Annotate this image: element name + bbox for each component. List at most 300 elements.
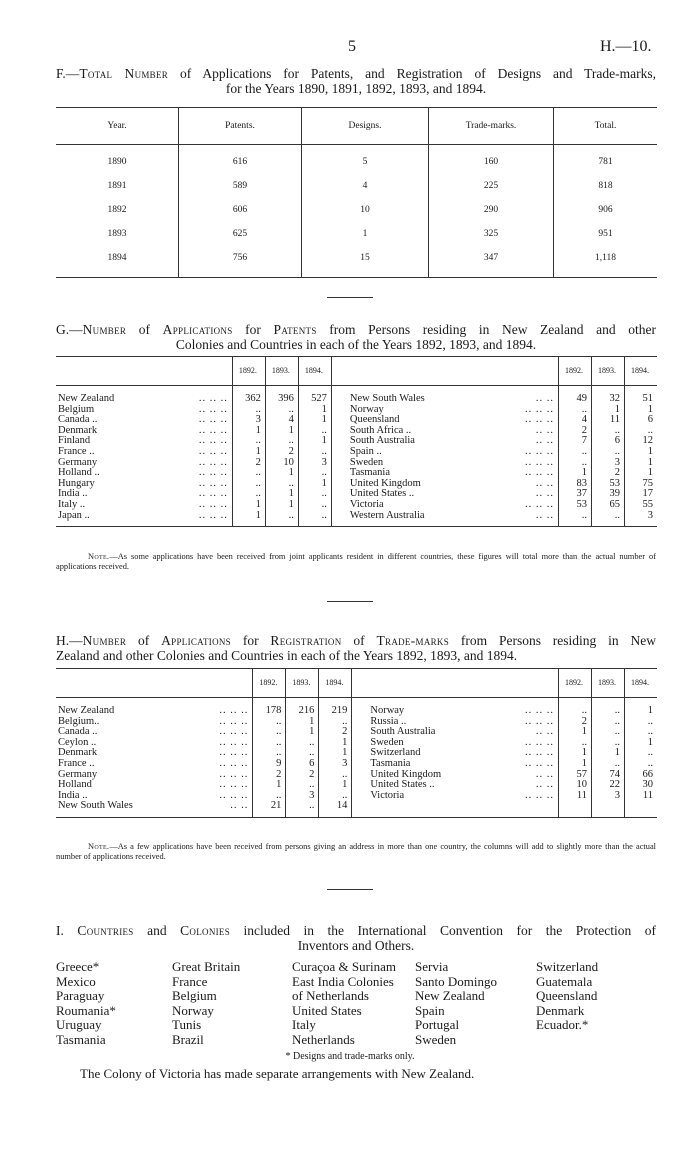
leader-dots: .. .. .. xyxy=(198,498,228,510)
country-name: United States .. xyxy=(370,779,435,791)
table-cell: 290 xyxy=(429,198,554,222)
country-name: Denmark xyxy=(58,424,98,436)
count-cell: .. xyxy=(232,436,265,447)
country-name: Sweden xyxy=(415,1031,457,1047)
country-name: South Australia xyxy=(370,726,436,738)
spacer-cell xyxy=(559,521,592,527)
count-cell: .. xyxy=(298,468,331,479)
country-name: Mexico xyxy=(56,973,96,989)
leader-dots: .. .. .. xyxy=(525,414,554,426)
country-name: Victoria xyxy=(349,498,384,510)
table-row xyxy=(56,791,657,802)
count-cell: 1 xyxy=(319,780,352,791)
count-cell: 2 xyxy=(265,447,298,458)
leader-dots: .. .. .. xyxy=(198,456,228,468)
column-gap xyxy=(352,748,369,759)
spacer-row xyxy=(56,698,657,707)
leader-dots: .. .. .. xyxy=(525,498,554,510)
spacer-row xyxy=(56,521,657,527)
table-row xyxy=(56,706,657,717)
count-cell: .. xyxy=(319,717,352,728)
table-cell: 1894 xyxy=(107,253,127,263)
table-row xyxy=(56,748,657,759)
country-name: Roumania* xyxy=(56,1002,116,1018)
header-blank xyxy=(348,357,493,386)
table-cell: 756 xyxy=(179,246,302,278)
leader-dots: .. .. .. xyxy=(525,789,554,801)
country-name: Guatemala xyxy=(536,973,593,989)
table-cell: 1892 xyxy=(107,205,127,215)
column-gap xyxy=(331,447,348,458)
country-name: Germany xyxy=(58,456,98,468)
spacer-cell xyxy=(265,521,298,527)
count-cell: .. xyxy=(298,489,331,500)
count-cell: 396 xyxy=(265,394,298,405)
table-cell: 15 xyxy=(302,246,429,278)
country-name: Sweden xyxy=(349,456,384,468)
leader-dots: .. .. .. xyxy=(198,414,228,426)
table-header-row xyxy=(56,357,657,386)
spacer-cell xyxy=(368,812,497,818)
count-cell: .. xyxy=(559,458,592,469)
spacer-cell xyxy=(352,698,369,707)
count-cell: 17 xyxy=(625,489,658,500)
count-cell: 1 xyxy=(559,748,592,759)
country-name: New South Wales xyxy=(349,393,425,404)
leader-dots: .. .. xyxy=(535,726,554,738)
count-cell: 1 xyxy=(253,780,286,791)
column-gap xyxy=(331,468,348,479)
country-name: Great Britain xyxy=(172,959,241,974)
count-cell: 21 xyxy=(253,801,286,812)
country-name: Queensland xyxy=(349,414,400,426)
count-cell: 1 xyxy=(319,738,352,749)
count-cell: 75 xyxy=(625,479,658,490)
closing-statement: The Colony of Victoria has made separate arrangements with New Zealand. xyxy=(80,1066,475,1081)
year-header: 1894. xyxy=(319,669,352,698)
table-cell: 1 xyxy=(302,222,429,246)
count-cell: 3 xyxy=(232,415,265,426)
column-gap xyxy=(331,394,348,405)
leader-dots: .. .. .. xyxy=(525,747,554,759)
count-cell: .. xyxy=(232,479,265,490)
leader-dots xyxy=(497,801,558,812)
table-row xyxy=(56,727,657,738)
country-name: France .. xyxy=(58,757,95,769)
header-blank xyxy=(497,669,558,698)
count-cell: .. xyxy=(559,447,592,458)
count-cell: .. xyxy=(253,717,286,728)
year-header: 1893. xyxy=(265,357,298,386)
leader-dots: .. .. .. xyxy=(525,456,554,468)
country-name: France .. xyxy=(58,445,95,457)
country-name: Denmark xyxy=(536,1002,585,1018)
header-blank xyxy=(493,357,558,386)
country-name: Tasmania xyxy=(370,757,411,769)
header-blank xyxy=(368,669,497,698)
country-name: Denmark xyxy=(58,747,98,759)
count-cell: .. xyxy=(298,511,331,522)
table-cell: 10 xyxy=(302,198,429,222)
table-cell: 1890 xyxy=(107,157,127,167)
count-cell: 1 xyxy=(265,500,298,511)
count-cell: 1 xyxy=(232,511,265,522)
count-cell: 39 xyxy=(592,489,625,500)
country-name: Norway xyxy=(172,1002,214,1018)
leader-dots: .. .. .. xyxy=(219,768,249,780)
column-header: Year. xyxy=(56,108,179,145)
count-cell: 14 xyxy=(319,801,352,812)
column-gap xyxy=(331,426,348,437)
country-name: United Kingdom xyxy=(349,477,421,489)
leader-dots: .. .. xyxy=(535,393,554,404)
spacer-cell xyxy=(331,386,348,395)
count-cell: 7 xyxy=(559,436,592,447)
count-cell: .. xyxy=(265,511,298,522)
column-gap xyxy=(331,511,348,522)
header-blank xyxy=(167,357,232,386)
country-name: India .. xyxy=(58,789,88,801)
leader-dots: .. .. .. xyxy=(198,509,228,521)
table-cell: 347 xyxy=(429,246,554,278)
country-name: New Zealand xyxy=(58,705,115,716)
country-name: United States xyxy=(292,1002,362,1018)
table-cell: 589 xyxy=(179,174,302,198)
table-row xyxy=(56,394,657,405)
count-cell: 362 xyxy=(232,394,265,405)
country-name: Holland .. xyxy=(58,467,100,479)
count-cell: 4 xyxy=(559,415,592,426)
count-cell: 10 xyxy=(265,458,298,469)
year-header: 1893. xyxy=(592,357,625,386)
table-row xyxy=(56,801,657,812)
count-cell: .. xyxy=(286,748,319,759)
leader-dots: .. .. .. xyxy=(525,705,554,716)
country-column xyxy=(415,960,497,1048)
column-header: Total. xyxy=(554,108,658,145)
spacer-cell xyxy=(253,812,286,818)
spacer-cell xyxy=(319,812,352,818)
count-cell: 11 xyxy=(625,791,658,802)
leader-dots: .. .. .. xyxy=(219,705,249,716)
section-divider xyxy=(327,297,373,298)
country-name: Netherlands xyxy=(292,1031,355,1047)
footnote: * Designs and trade-marks only. xyxy=(285,1051,415,1062)
country-name: Belgium.. xyxy=(58,715,100,727)
leader-dots: .. .. .. xyxy=(198,435,228,447)
leader-dots: .. .. xyxy=(535,768,554,780)
count-cell: 32 xyxy=(592,394,625,405)
section-h-note: Note.—As a few applications have been received from persons giving an address in more than one country, the columns will add to slightly more than the actual number of applications received. xyxy=(56,842,656,861)
spacer-cell xyxy=(298,521,331,527)
count-cell: 2 xyxy=(253,770,286,781)
count-cell: 1 xyxy=(232,500,265,511)
count-cell: 1 xyxy=(625,738,658,749)
leader-dots: .. .. .. xyxy=(198,424,228,436)
country-column xyxy=(56,960,116,1048)
column-gap xyxy=(331,500,348,511)
count-cell: 83 xyxy=(559,479,592,490)
section-g-table xyxy=(56,356,657,527)
country-name: Norway xyxy=(349,403,384,415)
count-cell: 2 xyxy=(232,458,265,469)
count-cell: 2 xyxy=(559,426,592,437)
count-cell: 3 xyxy=(298,458,331,469)
count-cell: .. xyxy=(298,500,331,511)
count-cell: 1 xyxy=(286,717,319,728)
spacer-cell xyxy=(331,521,348,527)
country-column xyxy=(536,960,598,1033)
count-cell: 4 xyxy=(265,415,298,426)
leader-dots: .. .. .. xyxy=(198,467,228,479)
count-cell: 178 xyxy=(253,706,286,717)
leader-dots: .. .. .. xyxy=(525,467,554,479)
count-cell: 1 xyxy=(559,727,592,738)
table-cell: 5 xyxy=(302,145,429,175)
country-name: Western Australia xyxy=(349,509,425,521)
count-cell: .. xyxy=(559,706,592,717)
leader-dots: .. .. xyxy=(535,509,554,521)
spacer-cell xyxy=(56,812,192,818)
count-cell: 37 xyxy=(559,489,592,500)
year-header: 1892. xyxy=(559,669,592,698)
leader-dots: .. .. .. xyxy=(219,726,249,738)
leader-dots: .. .. .. xyxy=(525,445,554,457)
year-header: 1893. xyxy=(286,669,319,698)
country-column xyxy=(172,960,240,1048)
leader-dots: .. .. .. xyxy=(525,403,554,415)
country-name: Portugal xyxy=(415,1017,460,1033)
count-cell: .. xyxy=(559,511,592,522)
country-name: Canada .. xyxy=(58,414,98,426)
count-cell: 1 xyxy=(559,759,592,770)
year-header: 1892. xyxy=(559,357,592,386)
table-row xyxy=(56,246,657,278)
year-header: 1892. xyxy=(253,669,286,698)
column-gap xyxy=(352,801,369,812)
column-gap xyxy=(331,405,348,416)
column-gap xyxy=(352,791,369,802)
leader-dots: .. .. .. xyxy=(219,736,249,748)
count-cell: .. xyxy=(265,479,298,490)
column-header: Patents. xyxy=(179,108,302,145)
count-cell: 6 xyxy=(625,415,658,426)
count-cell: 11 xyxy=(592,415,625,426)
country-name: Belgium xyxy=(172,988,217,1004)
spacer-cell xyxy=(625,521,658,527)
count-cell: 53 xyxy=(559,500,592,511)
leader-dots: .. .. xyxy=(230,800,249,812)
leader-dots: .. .. .. xyxy=(198,393,228,404)
count-cell: 55 xyxy=(625,500,658,511)
country-name: New Zealand xyxy=(415,988,485,1004)
country-name: Greece* xyxy=(56,959,100,974)
leader-dots: .. .. .. xyxy=(219,789,249,801)
leader-dots: .. .. .. xyxy=(198,403,228,415)
year-header: 1892. xyxy=(232,357,265,386)
count-cell: .. xyxy=(253,738,286,749)
count-cell: .. xyxy=(265,436,298,447)
leader-dots: .. .. .. xyxy=(525,715,554,727)
table-cell: 781 xyxy=(554,145,658,175)
country-name: East India Colonies xyxy=(292,973,394,989)
country-name: New Zealand xyxy=(58,393,115,404)
table-cell: 1891 xyxy=(107,181,127,191)
count-cell: .. xyxy=(625,717,658,728)
leader-dots: .. .. .. xyxy=(219,715,249,727)
header-blank xyxy=(192,669,253,698)
count-cell: 1 xyxy=(625,447,658,458)
table-row xyxy=(56,759,657,770)
count-cell: 1 xyxy=(298,415,331,426)
page-number: 5 xyxy=(348,38,356,55)
count-cell: 527 xyxy=(298,394,331,405)
leader-dots: .. .. xyxy=(535,488,554,500)
column-gap xyxy=(331,357,348,386)
year-header: 1893. xyxy=(592,669,625,698)
table-row xyxy=(56,174,657,198)
table-row xyxy=(56,500,657,511)
table-row xyxy=(56,717,657,728)
count-cell: .. xyxy=(232,405,265,416)
count-cell: .. xyxy=(286,801,319,812)
count-cell: 1 xyxy=(625,458,658,469)
table-cell: 160 xyxy=(429,145,554,175)
header-blank xyxy=(56,357,167,386)
table-cell: 325 xyxy=(429,222,554,246)
country-name: Victoria xyxy=(370,789,405,801)
count-cell: .. xyxy=(592,717,625,728)
country-name: Italy .. xyxy=(58,498,86,510)
country-name: Switzerland xyxy=(370,747,421,759)
spacer-cell xyxy=(592,521,625,527)
count-cell: 2 xyxy=(286,770,319,781)
leader-dots: .. .. .. xyxy=(219,757,249,769)
count-cell: 1 xyxy=(265,489,298,500)
table-cell: 1893 xyxy=(107,229,127,239)
header-blank xyxy=(56,669,192,698)
count-cell: 1 xyxy=(559,468,592,479)
column-gap xyxy=(352,759,369,770)
country-name: South Africa .. xyxy=(349,424,412,436)
count-cell: 1 xyxy=(319,748,352,759)
count-cell: .. xyxy=(298,447,331,458)
country-name: Switzerland xyxy=(536,959,599,974)
column-gap xyxy=(352,717,369,728)
spacer-cell xyxy=(352,812,369,818)
count-cell: .. xyxy=(253,748,286,759)
country-name: Italy xyxy=(292,1017,316,1033)
country-name: Tunis xyxy=(172,1017,202,1033)
table-row xyxy=(56,222,657,246)
count-cell: .. xyxy=(319,770,352,781)
count-cell: .. xyxy=(592,759,625,770)
country-name: South Australia xyxy=(349,435,415,447)
leader-dots: .. .. .. xyxy=(219,747,249,759)
count-cell: 1 xyxy=(625,468,658,479)
count-cell: 6 xyxy=(592,436,625,447)
spacer-cell xyxy=(559,812,592,818)
section-g-title: G.—Number of Applications for Patents from Persons residing in New Zealand and other Colonies and Countries in each of the Years 1892, 1893, and 1894. xyxy=(56,322,656,352)
count-cell: 1 xyxy=(286,727,319,738)
leader-dots: .. .. xyxy=(535,477,554,489)
column-gap xyxy=(331,458,348,469)
leader-dots: .. .. .. xyxy=(525,757,554,769)
column-gap xyxy=(352,669,369,698)
section-f-title: F.—Total Number of Applications for Patents, and Registration of Designs and Trade-marks, for the Years 1890, 1891, 1892, 1893, and 1894. xyxy=(56,66,656,96)
count-cell: .. xyxy=(286,780,319,791)
section-divider xyxy=(327,889,373,890)
section-f-table xyxy=(56,107,657,278)
leader-dots: .. .. xyxy=(535,424,554,436)
country-name: India .. xyxy=(58,488,88,500)
country-column xyxy=(292,960,396,1048)
leader-dots: .. .. xyxy=(535,435,554,447)
count-cell: 1 xyxy=(625,706,658,717)
count-cell: .. xyxy=(253,791,286,802)
count-cell: 2 xyxy=(559,717,592,728)
count-cell: 57 xyxy=(559,770,592,781)
count-cell: .. xyxy=(592,511,625,522)
count-cell xyxy=(592,801,625,812)
column-gap xyxy=(352,706,369,717)
count-cell xyxy=(559,801,592,812)
country-name: Norway xyxy=(370,705,405,716)
count-cell: 1 xyxy=(625,405,658,416)
country-name: Sweden xyxy=(370,736,404,748)
count-cell: 1 xyxy=(298,479,331,490)
count-cell: 1 xyxy=(265,426,298,437)
table-header-row xyxy=(56,669,657,698)
country-name xyxy=(368,801,497,812)
count-cell: 12 xyxy=(625,436,658,447)
country-name: Tasmania xyxy=(56,1031,106,1047)
count-cell: .. xyxy=(232,468,265,479)
country-name: of Netherlands xyxy=(292,988,369,1004)
count-cell: 74 xyxy=(592,770,625,781)
country-name: Spain xyxy=(415,1002,445,1018)
count-cell: .. xyxy=(559,738,592,749)
count-cell: 11 xyxy=(559,791,592,802)
leader-dots: .. .. xyxy=(535,779,554,791)
table-cell: 4 xyxy=(302,174,429,198)
country-name: Finland xyxy=(58,435,91,447)
table-row xyxy=(56,447,657,458)
column-gap xyxy=(352,770,369,781)
country-name: Santo Domingo xyxy=(415,973,497,989)
section-i-title: I. Countries and Colonies included in the International Convention for the Protection of Inventors and Others. xyxy=(56,923,657,953)
table-cell: 818 xyxy=(554,174,658,198)
count-cell: 51 xyxy=(625,394,658,405)
country-name: Spain .. xyxy=(349,445,382,457)
count-cell: 1 xyxy=(232,426,265,437)
count-cell: 6 xyxy=(286,759,319,770)
table-cell: 1,118 xyxy=(554,246,658,278)
document-reference: H.—10. xyxy=(600,38,652,55)
count-cell: 65 xyxy=(592,500,625,511)
section-h-table xyxy=(56,668,657,818)
count-cell: .. xyxy=(592,426,625,437)
country-name: Ceylon .. xyxy=(58,736,97,748)
count-cell: 1 xyxy=(232,447,265,458)
count-cell: .. xyxy=(592,447,625,458)
country-name: Belgium xyxy=(58,403,95,415)
column-gap xyxy=(352,780,369,791)
count-cell: .. xyxy=(559,405,592,416)
count-cell: 22 xyxy=(592,780,625,791)
spacer-cell xyxy=(592,812,625,818)
country-name: Queensland xyxy=(536,988,598,1004)
